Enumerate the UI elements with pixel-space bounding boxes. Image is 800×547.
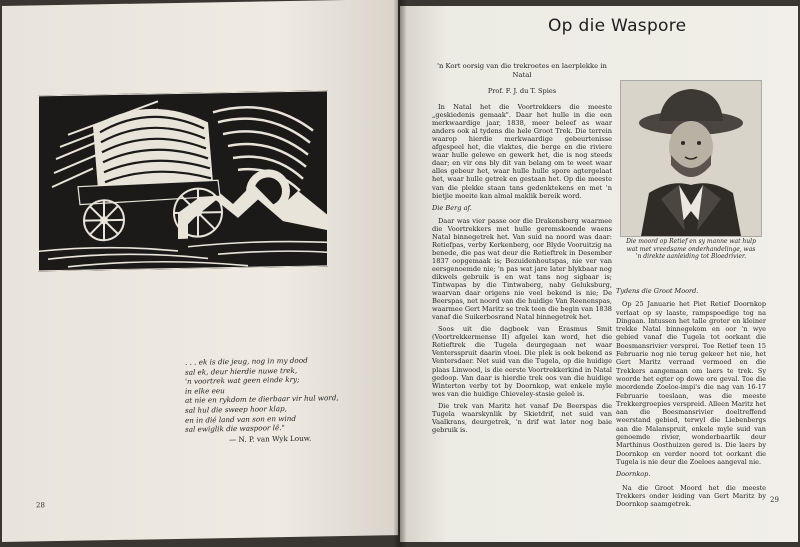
article-author: Prof. F. J. du T. Spies bbox=[487, 87, 557, 95]
article-column-2 bbox=[616, 287, 766, 512]
portrait-caption: Die moord op Retief en sy manne wat hulp wat met vreedsame onderhandelinge, was 'n direkte aanleiding tot Bloedrivier. bbox=[626, 238, 756, 261]
poem-line: 'n voortrek wat geen einde kry; bbox=[185, 374, 300, 386]
section-heading-doornkop: Doornkop. bbox=[616, 470, 651, 479]
poem-author: — N. P. van Wyk Louw. bbox=[229, 433, 312, 444]
paragraph: Die trek van Maritz het vanaf De Beerspas die Tugela waarskynlik by Skietdrif, net suid van Vaalkrans, deurgetrek, 'n drif wat later nog baie gebruik is. bbox=[432, 401, 612, 434]
poem bbox=[185, 354, 385, 445]
article-column-1 bbox=[432, 62, 612, 438]
book-gutter bbox=[394, 0, 406, 547]
page-number-left: 28 bbox=[36, 501, 45, 510]
poem-line: sal ewiglik die waspoor lê." bbox=[185, 423, 285, 434]
paragraph: Na die Groot Moord het die meeste Trekkers onder leiding van Gert Maritz by Doornkop saamgetrek. bbox=[616, 483, 766, 509]
page-number-right: 29 bbox=[770, 496, 779, 504]
poem-line: in elke eeu bbox=[185, 385, 225, 396]
portrait-illustration bbox=[620, 80, 762, 237]
poem-line: . . . ek is die jeug, nog in my dood bbox=[185, 355, 308, 367]
page-title: Op die Waspore bbox=[548, 16, 687, 36]
right-page bbox=[400, 6, 798, 542]
section-heading-moord: Tydens die Groot Moord. bbox=[616, 287, 699, 295]
paragraph: Daar was vier passe oor die Drakensberg waarmee die Voortrekkers met hulle geremskoende waens Natal binnegetrek het. Van suid na noord was daar: Retiefpas, verby Kerkenberg, oor Blyde Vooruitzig na benede, die pas wat deur die Retieftrek in Desember 1837 oopgemaak is; Bezuidenhoutspas, nie ver van eersgenoemde nie; 'n pas wat jare later blykbaar nog dikwels gebruik is en wat tans nog sigbaar is; Tintwapas by die Tintwaberg, naby Geluksburg, waarvan daar origens nie veel bekend is nie; De Beerspas, net noord van die huidige Van Reenenspas, waarmee Gert Maritz se trek teen die begin van 1838 vanaf die Suikerbosrand Natal binnegetrek het. bbox=[432, 216, 612, 322]
poem-line: sal ek, deur hierdie nuwe trek, bbox=[185, 365, 298, 377]
left-page bbox=[2, 0, 398, 542]
woodcut-wagon-illustration bbox=[38, 90, 328, 271]
section-heading-berg: Die Berg af. bbox=[432, 203, 472, 212]
article-subtitle: 'n Kort oorsig van die trekroetes en laerplekke in Natal bbox=[437, 62, 607, 79]
paragraph: Soos uit die dagboek van Erasmus Smit (Voortrekkermense II) afgelei kan word, het die Retieftrek die Tugela deurgegaan net waar Ventersspruit daarin vloei. Die plek is ook bekend as Ventersdaer. Net suid van die Tugela, op die huidige plaas Linwood, is die eerste Voortrekkerkind in Natal gedoop. Van daar is hierdie trek oos van die huidige Winterton verby tot by Doornkop, wat enkele myle wes van die huidige Chieveley-stasie geleë is. bbox=[432, 325, 612, 398]
paragraph: In Natal het die Voortrekkers die meeste „geskiedenis gemaak". Daar het hulle in die een merkwaardige jaar, 1838, meer beleef as waar anders ook al tydens die hele Groot Trek. Die terrein waarop hierdie merkwaardige gebeurtenisse afgespeel het, die vlaktes, die berge en die riviere waar hulle gelewe en gewerk het, die is nog steeds daar; en vir ons bly dit van belang om te weet waar alles gebeur het, waar hulle hulle spore agtergelaat het, waar hulle getrek en gestaan het. Op die meeste van die plekke staan tans gedenktekens en met 'n bietjie moeite kan almal maklik bereik word. bbox=[432, 103, 612, 200]
poem-line: at nie en rykdom te dierbaar vir hul word, bbox=[185, 393, 339, 406]
paragraph: Op 25 Januarie het Piet Retief Doornkop verlaat op sy laaste, rampspoedige tog na Dingaan. Intussen het talle groter en kleiner trekke Natal binnegekom en oor 'n wye gebied vanaf die Tugela tot oorkant die Boesmansrivier versprei. Toe Retief teen 15 Februarie nog nie terug gekeer het nie, het Gert Maritz verraad vermoed en die Trekkers aangemaan om laers te trek. Sy woorde het egter op dowe ore geval. Toe die moordende Zoeloe-impi's die nag van 16-17 Februarie toeslaan, was die meeste Trekkergroepies verspreid. Alleen Maritz het aan die Boesmansrivier doeltreffend weerstand gebied, terwyl die Liebenbergs aan die Malanspruit, enkele myle suid van genoemde rivier, wonderbaarlik deur Marthinus Oosthuizen gered is. Die laers by Doornkop en verder noord tot oorkant die Tugela is nie deur die Zoeloes aangeval nie. bbox=[616, 300, 766, 466]
poem-line: en in dié land van son en wind bbox=[185, 413, 296, 425]
poem-line: sal hul die sweep hoor klap, bbox=[185, 403, 287, 415]
